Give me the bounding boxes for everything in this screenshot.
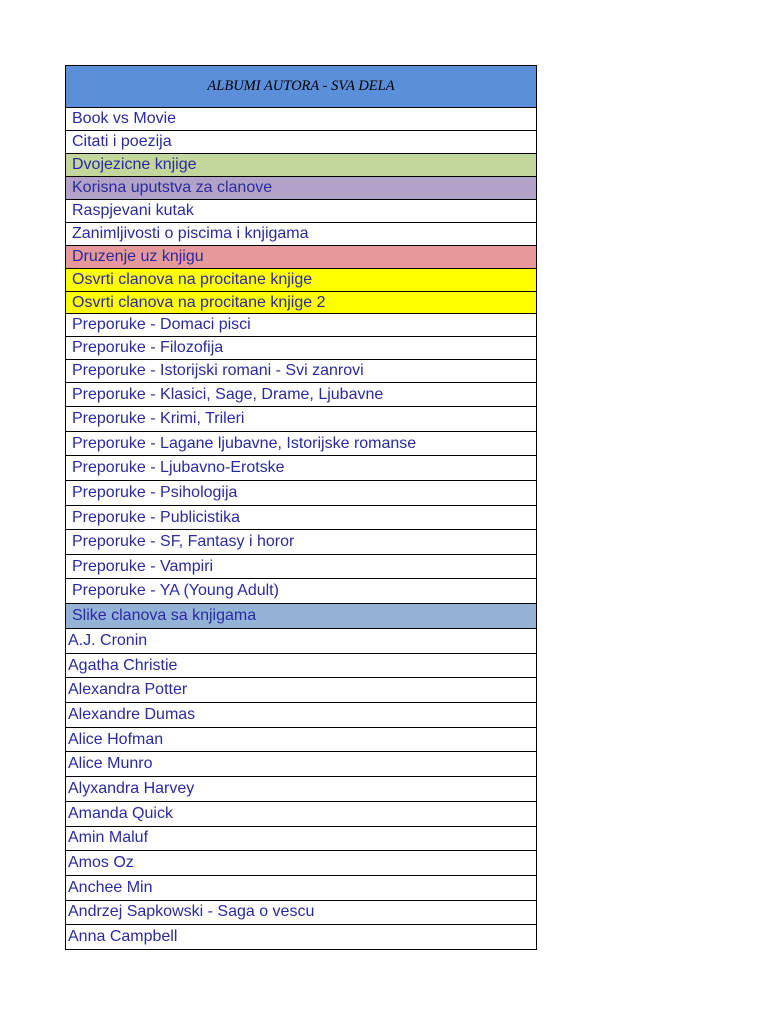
album-row[interactable]: Preporuke - Psihologija: [66, 481, 536, 506]
author-row[interactable]: Amos Oz: [66, 851, 536, 876]
album-row[interactable]: Preporuke - Ljubavno-Erotske: [66, 456, 536, 481]
album-list: [66, 108, 536, 629]
album-row[interactable]: Preporuke - Filozofija: [66, 337, 536, 360]
album-row[interactable]: Preporuke - Istorijski romani - Svi zanrovi: [66, 360, 536, 383]
author-row[interactable]: Anna Campbell: [66, 925, 536, 950]
author-row[interactable]: A.J. Cronin: [66, 629, 536, 654]
author-row[interactable]: Alyxandra Harvey: [66, 777, 536, 802]
album-row[interactable]: Zanimljivosti o piscima i knjigama: [66, 223, 536, 246]
album-row[interactable]: Book vs Movie: [66, 108, 536, 131]
table-header: [66, 66, 536, 108]
author-row[interactable]: Andrzej Sapkowski - Saga o vescu: [66, 901, 536, 926]
album-row[interactable]: Osvrti clanova na procitane knjige: [66, 269, 536, 292]
album-row[interactable]: Preporuke - Domaci pisci: [66, 314, 536, 337]
album-row[interactable]: Slike clanova sa knjigama: [66, 604, 536, 629]
author-row[interactable]: Alice Hofman: [66, 728, 536, 753]
author-row[interactable]: Agatha Christie: [66, 654, 536, 679]
author-row[interactable]: Alexandre Dumas: [66, 703, 536, 728]
album-row[interactable]: Korisna uputstva za clanove: [66, 177, 536, 200]
album-row[interactable]: Raspjevani kutak: [66, 200, 536, 223]
album-row[interactable]: Preporuke - SF, Fantasy i horor: [66, 530, 536, 555]
album-row[interactable]: Preporuke - Klasici, Sage, Drame, Ljubavne: [66, 383, 536, 407]
author-row[interactable]: Anchee Min: [66, 876, 536, 901]
album-row[interactable]: Citati i poezija: [66, 131, 536, 154]
albums-table: [65, 65, 537, 950]
author-row[interactable]: Alice Munro: [66, 752, 536, 777]
album-row[interactable]: Dvojezicne knjige: [66, 154, 536, 177]
album-row[interactable]: Preporuke - Vampiri: [66, 555, 536, 579]
album-row[interactable]: Osvrti clanova na procitane knjige 2: [66, 292, 536, 314]
album-row[interactable]: Preporuke - YA (Young Adult): [66, 579, 536, 604]
album-row[interactable]: Preporuke - Publicistika: [66, 506, 536, 530]
author-row[interactable]: Alexandra Potter: [66, 678, 536, 703]
author-row[interactable]: Amanda Quick: [66, 802, 536, 827]
author-row[interactable]: Amin Maluf: [66, 827, 536, 852]
album-row[interactable]: Preporuke - Lagane ljubavne, Istorijske romanse: [66, 432, 536, 456]
author-list: [66, 629, 536, 950]
table-title: ALBUMI AUTORA - SVA DELA: [207, 78, 395, 94]
album-row[interactable]: Druzenje uz knjigu: [66, 246, 536, 269]
album-row[interactable]: Preporuke - Krimi, Trileri: [66, 407, 536, 432]
